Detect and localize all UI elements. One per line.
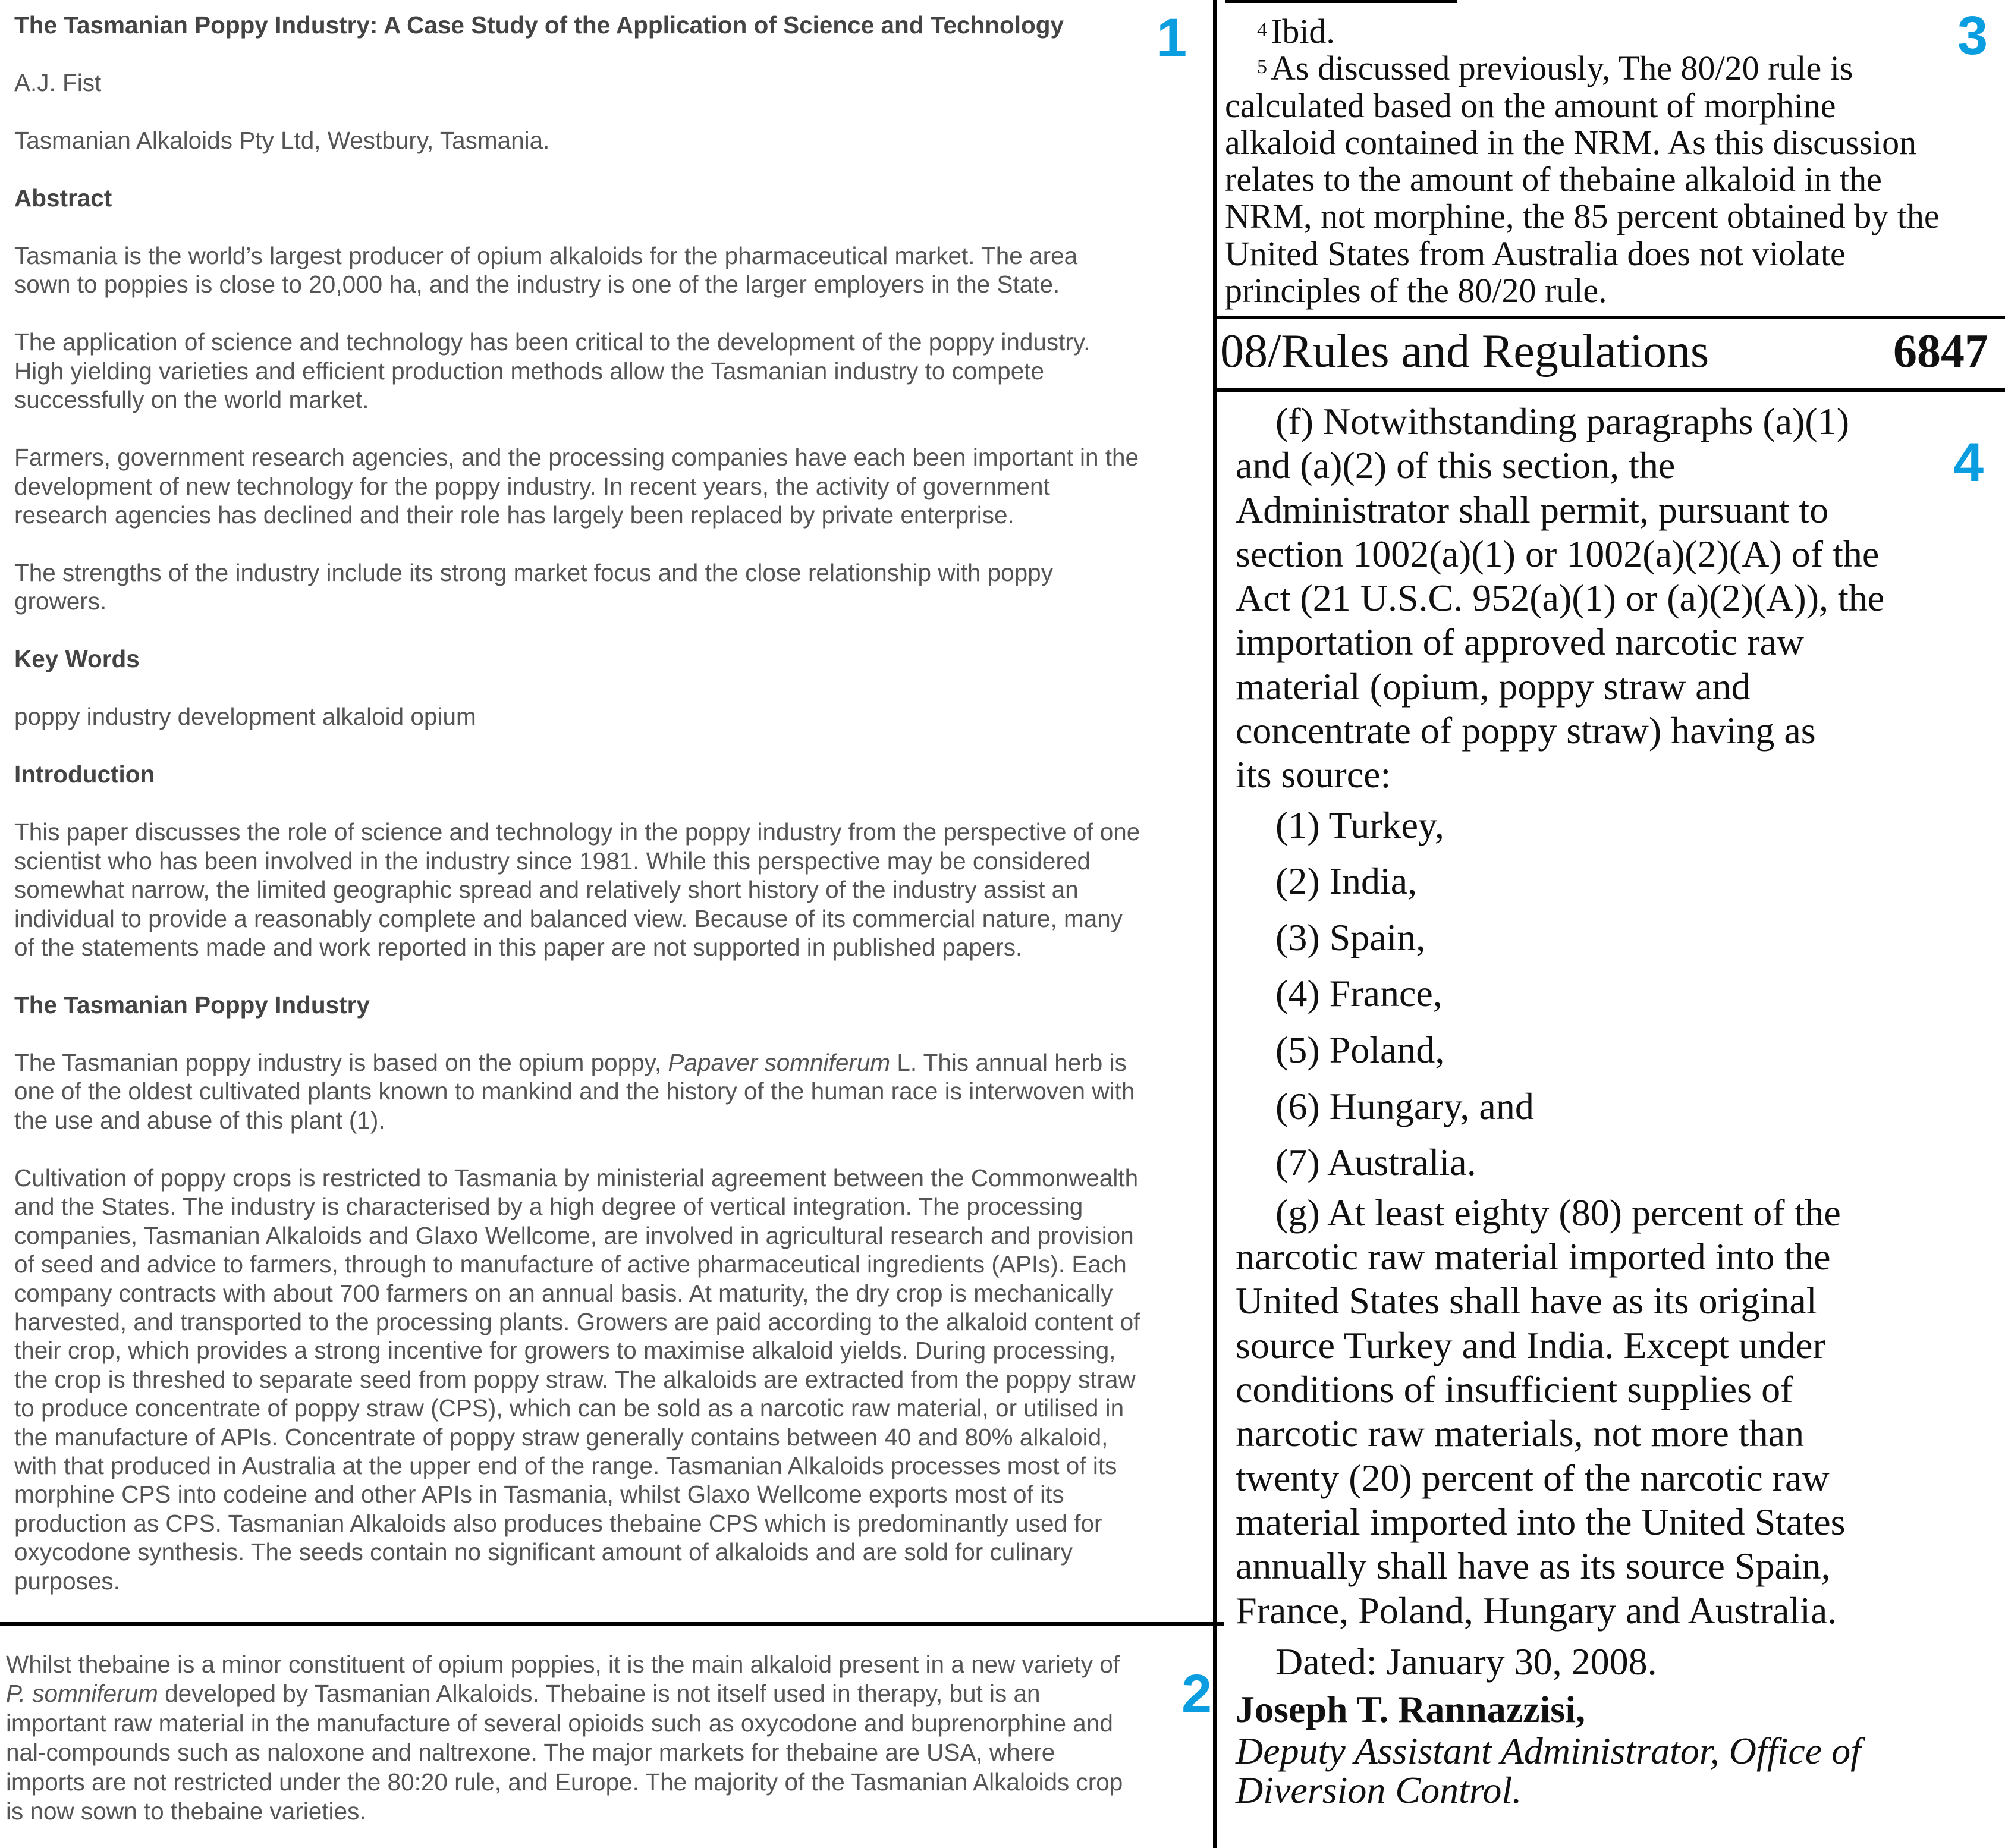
text-line: Farmers, government research agencies, and the processing companies have each been important in the bbox=[14, 444, 1139, 472]
text-segment: The Tasmanian poppy industry is based on the opium poppy, bbox=[14, 1049, 668, 1077]
page-number: 6847 bbox=[1893, 325, 1988, 378]
text-line: Abstract bbox=[14, 184, 112, 212]
text-line: research agencies has declined and their role has largely been replaced by private enterprise. bbox=[14, 501, 1014, 529]
text-line: section 1002(a)(1) or 1002(a)(2)(A) of the bbox=[1236, 532, 1880, 575]
paragraph bbox=[14, 241, 1140, 299]
footnote-marker: 5 bbox=[1257, 56, 1267, 78]
text-line: (1) Turkey, bbox=[1275, 803, 1444, 846]
text-line: the manufacture of APIs. Concentrate of poppy straw generally contains between 40 and 80% alkaloid, bbox=[14, 1423, 1108, 1451]
text-line: twenty (20) percent of the narcotic raw bbox=[1236, 1456, 1830, 1499]
text-line: its source: bbox=[1236, 753, 1391, 796]
text-line: their crop, which provides a strong incentive for growers to maximise alkaloid yields. During processing, bbox=[14, 1337, 1116, 1365]
panel-label-3: 3 bbox=[1957, 5, 1988, 66]
paragraph-g bbox=[1236, 1191, 1884, 1633]
header-top-rule bbox=[1217, 316, 2005, 319]
paragraph bbox=[14, 443, 1140, 529]
text-line: sown to poppies is close to 20,000 ha, and the industry is one of the larger employers in the State. bbox=[14, 271, 1060, 298]
text-line: scientist who has been involved in the industry since 1981. While this perspective may be considered bbox=[14, 847, 1091, 875]
text-line: material imported into the United States bbox=[1236, 1500, 1846, 1543]
text-line: of seed and advice to farmers, through to manufacture of active pharmaceutical ingredients (APIs). Each bbox=[14, 1250, 1127, 1278]
footnote-rule bbox=[1225, 0, 1457, 3]
text-line: France, Poland, Hungary and Australia. bbox=[1236, 1589, 1837, 1632]
footnote-text: Ibid. bbox=[1271, 12, 1335, 51]
signer-title bbox=[1236, 1731, 1884, 1810]
text-line: (3) Spain, bbox=[1275, 916, 1426, 958]
paragraph bbox=[14, 818, 1140, 961]
section-heading bbox=[14, 991, 1140, 1019]
text-line: NRM, not morphine, the 85 percent obtained by the bbox=[1225, 197, 1940, 236]
text-line: harvested, and transported to the processing plants. Growers are paid according to the alkaloid content of bbox=[14, 1308, 1140, 1335]
footnote-first-line bbox=[1225, 13, 1940, 50]
section-heading bbox=[14, 184, 1140, 212]
text-line: company contracts with about 700 farmers on an annual basis. At maturity, the dry crop is mechanically bbox=[14, 1279, 1113, 1307]
paragraph bbox=[14, 558, 1140, 616]
text-line: is now sown to thebaine varieties. bbox=[6, 1797, 366, 1825]
text-line: development of new technology for the poppy industry. In recent years, the activity of government bbox=[14, 472, 1050, 500]
text-line: one of the oldest cultivated plants known to mankind and the history of the human race is interwoven with bbox=[14, 1077, 1135, 1105]
text-line: narcotic raw materials, not more than bbox=[1236, 1412, 1805, 1455]
paragraph-f bbox=[1236, 400, 1884, 797]
text-line: poppy industry development alkaloid opium bbox=[14, 703, 476, 731]
header-bottom-rule bbox=[1217, 388, 2005, 392]
section-heading bbox=[14, 760, 1140, 788]
running-header-section: 08/Rules and Regulations bbox=[1220, 325, 1709, 378]
vertical-divider bbox=[1213, 0, 1217, 1848]
footnote-text: As discussed previously, The 80/20 rule is bbox=[1271, 49, 1853, 88]
paper-excerpt-2 bbox=[6, 1650, 1123, 1826]
text-line: Key Words bbox=[14, 645, 140, 673]
paragraph bbox=[14, 68, 1140, 97]
text-line: growers. bbox=[14, 587, 107, 615]
panel-label-2: 2 bbox=[1181, 1664, 1212, 1724]
text-line: A.J. Fist bbox=[14, 69, 102, 96]
text-line: The application of science and technology has been critical to the development of the poppy industry. bbox=[14, 328, 1091, 356]
text-line: production as CPS. Tasmanian Alkaloids also produces thebaine CPS which is predominantly used for bbox=[14, 1509, 1102, 1537]
text-line: with that produced in Australia at the upper end of the range. Tasmanian Alkaloids processes most of its bbox=[14, 1451, 1117, 1479]
text-line: and (a)(2) of this section, the bbox=[1236, 444, 1676, 487]
section-heading bbox=[14, 645, 1140, 673]
text-line: Tasmania is the world’s largest producer of opium alkaloids for the pharmaceutical market. The area bbox=[14, 242, 1078, 269]
footnote bbox=[1225, 50, 1940, 309]
text-line: calculated based on the amount of morphine bbox=[1225, 86, 1836, 125]
paper-excerpt-1 bbox=[14, 11, 1140, 1624]
text-line: purposes. bbox=[14, 1567, 120, 1595]
footnote-first-line bbox=[1225, 50, 1940, 87]
text-segment: L. This annual herb is bbox=[890, 1049, 1127, 1077]
text-line: and the States. The industry is characterised by a high degree of vertical integration. The processing bbox=[14, 1193, 1083, 1221]
paragraph bbox=[14, 702, 1140, 731]
text-line: annually shall have as its source Spain, bbox=[1236, 1545, 1831, 1588]
panel-label-1: 1 bbox=[1157, 8, 1187, 68]
text-line: (7) Australia. bbox=[1275, 1141, 1476, 1184]
text-line: important raw material in the manufacture of several opioids such as oxycodone and buprenorphine and bbox=[6, 1709, 1113, 1737]
footnote-marker: 4 bbox=[1257, 19, 1267, 41]
italic-term: P. somniferum bbox=[6, 1680, 158, 1708]
text-segment: developed by Tasmanian Alkaloids. Thebaine is not itself used in therapy, but is an bbox=[158, 1680, 1041, 1708]
text-line: relates to the amount of thebaine alkaloid in the bbox=[1225, 160, 1882, 199]
text-line: Act (21 U.S.C. 952(a)(1) or (a)(2)(A)), the bbox=[1236, 577, 1885, 620]
text-line: Tasmanian Alkaloids Pty Ltd, Westbury, Tasmania. bbox=[14, 127, 550, 154]
text-line: narcotic raw material imported into the bbox=[1236, 1236, 1831, 1278]
text-line: The Tasmanian Poppy Industry bbox=[14, 991, 370, 1019]
paragraph bbox=[14, 1164, 1140, 1595]
text-line: to produce concentrate of poppy straw (CPS), which can be sold as a narcotic raw material, or utilised in bbox=[14, 1394, 1124, 1422]
text-line: (4) France, bbox=[1275, 972, 1443, 1015]
source-country-list bbox=[1236, 797, 1884, 1191]
paragraph bbox=[14, 126, 1140, 155]
text-line: Deputy Assistant Administrator, Office of bbox=[1236, 1730, 1861, 1772]
text-line: This paper discusses the role of science and technology in the poppy industry from the perspective of one bbox=[14, 818, 1140, 846]
text-line: Diversion Control. bbox=[1236, 1769, 1522, 1812]
text-line: individual to provide a reasonably complete and balanced view. Because of its commercial nature, many bbox=[14, 904, 1123, 932]
text-line: Whilst thebaine is a minor constituent of opium poppies, it is the main alkaloid present in a new variety of bbox=[6, 1651, 1120, 1678]
text-line: importation of approved narcotic raw bbox=[1236, 621, 1805, 664]
text-line: Administrator shall permit, pursuant to bbox=[1236, 488, 1829, 531]
text-line: The Tasmanian Poppy Industry: A Case Study of the Application of Science and Technology bbox=[14, 11, 1064, 39]
footnote bbox=[1225, 13, 1940, 50]
text-line: companies, Tasmanian Alkaloids and Glaxo Wellcome, are involved in agricultural research and provision bbox=[14, 1221, 1134, 1249]
panel-label-4: 4 bbox=[1953, 432, 1984, 493]
text-line: United States from Australia does not violate bbox=[1225, 234, 1846, 273]
text-line: somewhat narrow, the limited geographic spread and relatively short history of the industry assist an bbox=[14, 876, 1079, 904]
text-line: material (opium, poppy straw and bbox=[1236, 665, 1751, 708]
text-line: (g) At least eighty (80) percent of the bbox=[1275, 1191, 1841, 1234]
text-line bbox=[6, 1679, 1123, 1708]
text-line: Introduction bbox=[14, 760, 155, 788]
text-line: successfully on the world market. bbox=[14, 386, 369, 414]
text-line: alkaloid contained in the NRM. As this discussion bbox=[1225, 122, 1917, 162]
text-line bbox=[14, 1048, 1140, 1077]
text-line: High yielding varieties and efficient production methods allow the Tasmanian industry to compete bbox=[14, 357, 1044, 385]
text-line: imports are not restricted under the 80:20 rule, and Europe. The majority of the Tasmanian Alkaloids crop bbox=[6, 1768, 1123, 1796]
text-line: (6) Hungary, and bbox=[1275, 1085, 1534, 1127]
text-line: nal-compounds such as naloxone and naltrexone. The major markets for thebaine are USA, where bbox=[6, 1739, 1055, 1767]
paper-title bbox=[14, 11, 1140, 39]
text-line: (5) Poland, bbox=[1275, 1029, 1445, 1071]
text-line: (f) Notwithstanding paragraphs (a)(1) bbox=[1275, 400, 1849, 442]
signer-name: Joseph T. Rannazzisi, bbox=[1236, 1688, 1585, 1731]
text-line: the use and abuse of this plant (1). bbox=[14, 1106, 385, 1134]
text-line: the crop is threshed to separate seed from poppy straw. The alkaloids are extracted from the poppy straw bbox=[14, 1365, 1136, 1393]
paragraph bbox=[14, 1048, 1140, 1134]
dated-line: Dated: January 30, 2008. bbox=[1275, 1640, 1657, 1683]
text-line: principles of the 80/20 rule. bbox=[1225, 271, 1607, 310]
text-line: conditions of insufficient supplies of bbox=[1236, 1368, 1793, 1411]
text-line: oxycodone synthesis. The seeds contain no significant amount of alkaloids and are sold for culinary bbox=[14, 1538, 1073, 1566]
italic-term: Papaver somniferum bbox=[668, 1049, 891, 1077]
text-line: source Turkey and India. Except under bbox=[1236, 1324, 1825, 1366]
text-line: The strengths of the industry include its strong market focus and the close relationship with poppy bbox=[14, 559, 1053, 587]
paragraph bbox=[14, 328, 1140, 414]
text-line: concentrate of poppy straw) having as bbox=[1236, 709, 1816, 752]
text-line: Cultivation of poppy crops is restricted to Tasmania by ministerial agreement between the Commonwealth bbox=[14, 1164, 1139, 1192]
regulation-text bbox=[1236, 400, 1884, 1810]
text-line: United States shall have as its original bbox=[1236, 1280, 1817, 1322]
footnotes bbox=[1225, 13, 1940, 309]
text-line: (2) India, bbox=[1275, 860, 1418, 903]
text-line: morphine CPS into codeine and other APIs in Tasmania, whilst Glaxo Wellcome exports most of its bbox=[14, 1481, 1064, 1508]
text-line: of the statements made and work reported in this paper are not supported in published papers. bbox=[14, 934, 1023, 961]
